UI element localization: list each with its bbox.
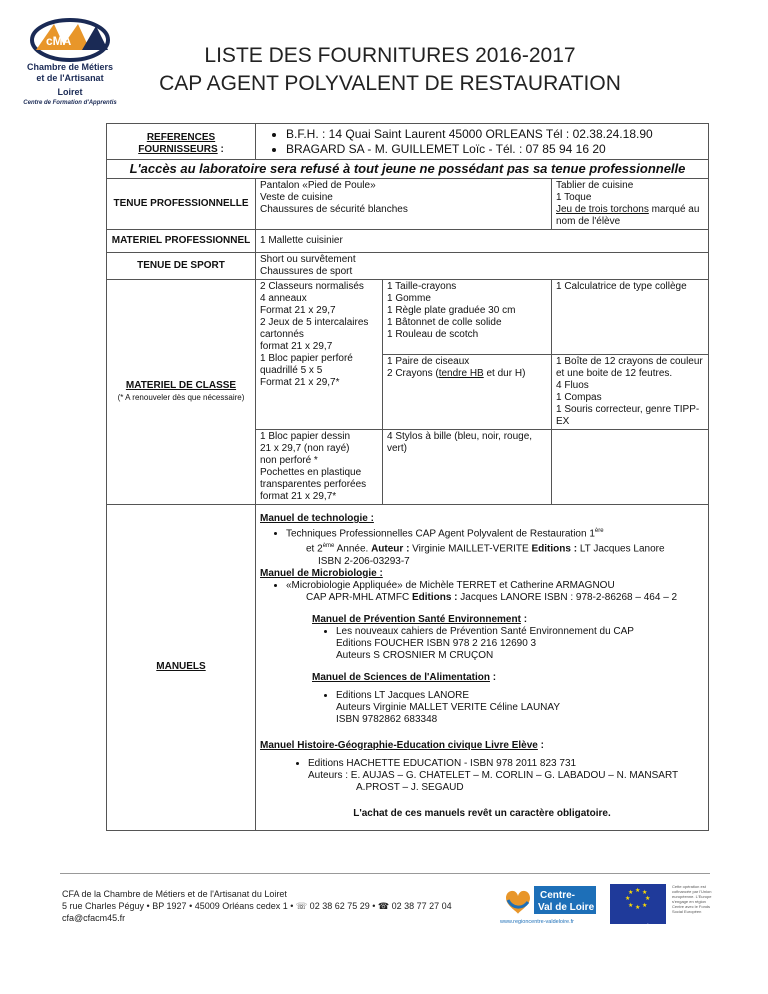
logo-line3: Loiret xyxy=(57,87,83,97)
tenue-sport-row xyxy=(107,253,709,280)
sa-title: Manuel de Sciences de l'Alimentation xyxy=(312,671,490,683)
classe-col1a: 2 Classeurs normalisés 4 anneaux Format 21 x 29,7 2 Jeux de 5 intercalaires cartonnés format 21 x 29,7 1 Bloc papier perforé quadrillé 5 x 5 Format 21 x 29,7* xyxy=(256,280,383,430)
references-list xyxy=(256,124,709,160)
svg-text:★: ★ xyxy=(628,889,634,896)
eu-note: Cette opération est cofinancée par l'Union européenne. L'Europe s'engage en région Centre avec le Fonds Social Européen xyxy=(672,884,712,914)
tenue-pro-col2: Tablier de cuisine 1 Toque Jeu de trois torchons marqué au nom de l'élève xyxy=(552,179,709,230)
tech-item: • Techniques Professionnelles CAP Agent Polyvalent de Restauration 1ère xyxy=(286,525,704,540)
materiel-pro-value: 1 Mallette cuisinier xyxy=(256,230,709,253)
classe-col3b: 1 Boîte de 12 crayons de couleur et une boite de 12 feutres. 4 Fluos 1 Compas 1 Souris correcteur, genre TIPP-EX xyxy=(552,355,709,430)
logo-text xyxy=(16,62,124,109)
hist-item: • Editions HACHETTE EDUCATION - ISBN 978 2011 823 731 xyxy=(308,758,704,770)
classe-col3c xyxy=(552,430,709,505)
logo-line1: Chambre de Métiers xyxy=(26,62,114,72)
materiel-pro-row xyxy=(107,230,709,253)
classe-col2a: 1 Taille-crayons 1 Gomme 1 Règle plate graduée 30 cm 1 Bâtonnet de colle solide 1 Rouleau de scotch xyxy=(383,280,552,355)
obligatoire-note: L'achat de ces manuels revêt un caractère obligatoire. xyxy=(353,807,611,819)
tech-title: Manuel de technologie : xyxy=(260,513,374,524)
micro-item: • «Microbiologie Appliquée» de Michèle TERRET et Catherine ARMAGNOU xyxy=(286,580,704,592)
eu-flag-icon xyxy=(610,884,666,928)
supplier-bfh: • B.F.H. : 14 Quai Saint Laurent 45000 ORLEANS Tél : 02.38.24.18.90 xyxy=(286,128,704,140)
cvl-text2: Val de Loire xyxy=(538,902,595,913)
supplier-bragard: • BRAGARD SA - M. GUILLEMET Loïc - Tél. : 07 85 94 16 20 xyxy=(286,143,704,155)
classe-col1b: 1 Bloc papier dessin 21 x 29,7 (non rayé) non perforé * Pochettes en plastique transparentes perforées format 21 x 29,7* xyxy=(256,430,383,505)
materiel-pro-label: MATERIEL PROFESSIONNEL xyxy=(107,230,256,253)
page-title-line2: CAP AGENT POLYVALENT DE RESTAURATION xyxy=(159,72,621,95)
classe-col2c: 4 Stylos à bille (bleu, noir, rouge, vert) xyxy=(383,430,552,505)
tenue-pro-col1: Pantalon «Pied de Poule» Veste de cuisine Chaussures de sécurité blanches xyxy=(256,179,552,230)
tenue-pro-row xyxy=(107,179,709,230)
tenue-pro-label: TENUE PROFESSIONNELLE xyxy=(107,179,256,230)
manuels-content: Manuel de technologie : • Techniques Professionnelles CAP Agent Polyvalent de Restauration 1ère et 2ème Année. Auteur : Virginie MAILLET-VERITE Editions : LT Jacques Lanore ISBN 2-206-03293-7 Manuel de Microbiologie : • «Microbiologie Appliquée» de Michèle TERRET et Catherine ARMAGNOU CAP APR-MHL ATMFC Editions : Jacques LANORE ISBN : 978-2-86268 – 464 – 2 Manuel de Prévention Santé Environnement : • Les nouveaux cahiers de Prévention Santé Environnement du CAP Editions FOUCHER ISBN 978 2 216 12690 3 Auteurs S CROSNIER M CRUÇON Manuel de Sciences de l'Alimentation : • Editions LT Jacques LANORE Auteurs Virginie MALLET VERITE Céline LAUNAY ISBN 9782862 683348 Manuel Histoire-Géographie-Education civique Livre Elève : • Editions HACHETTE EDUCATION - ISBN 978 2011 823 731 Auteurs : E. AUJAS – G. CHATELET – M. CORLIN – G. LABADOU – N. MANSART A.PROST – J. SEGAUD L'achat de ces manuels revêt un caractère obligatoire. xyxy=(256,505,709,831)
eu-label: UNION EUROPÉENNE xyxy=(614,923,662,928)
logo-initials: cMA xyxy=(46,34,72,48)
svg-text:★: ★ xyxy=(625,895,631,902)
materiel-classe-row xyxy=(107,280,709,355)
pse-item: • Les nouveaux cahiers de Prévention Santé Environnement du CAP xyxy=(336,626,704,638)
logo-line4: Centre de Formation d'Apprentis xyxy=(23,100,117,106)
svg-text:★: ★ xyxy=(635,887,641,894)
micro-title: Manuel de Microbiologie : xyxy=(260,567,383,579)
sa-item: • Editions LT Jacques LANORE xyxy=(336,690,704,702)
cvl-text1: Centre- xyxy=(540,890,576,901)
page-title-line1: LISTE DES FOURNITURES 2016-2017 xyxy=(204,44,576,67)
footer-address: CFA de la Chambre de Métiers et de l'Artisanat du Loiret 5 rue Charles Péguy • BP 1927 • 45009 Orléans cedex 1 • ☏ 02 38 62 75 29 • ☎ 02 38 77 27 04 cfa@cfacm45.fr xyxy=(62,889,452,923)
manuels-row xyxy=(107,505,709,831)
svg-text:★: ★ xyxy=(642,889,648,896)
supplies-table xyxy=(106,123,709,831)
svg-text:★: ★ xyxy=(645,895,651,902)
cvl-url: www.regioncentre-valdeloire.fr xyxy=(500,919,574,925)
svg-text:★: ★ xyxy=(642,902,648,909)
classe-col3a: 1 Calculatrice de type collège xyxy=(552,280,709,355)
footer-divider xyxy=(60,873,710,874)
references-row xyxy=(107,124,709,160)
materiel-classe-label: MATERIEL DE CLASSE (* A renouveler dès que nécessaire) xyxy=(107,280,256,505)
logo-line2: et de l'Artisanat xyxy=(36,73,104,83)
hist-title: Manuel Histoire-Géographie-Education civique Livre Elève xyxy=(260,739,538,751)
tenue-sport-value: Short ou survêtement Chaussures de sport xyxy=(256,253,709,280)
pse-title: Manuel de Prévention Santé Environnement xyxy=(312,613,521,625)
tenue-sport-label: TENUE DE SPORT xyxy=(107,253,256,280)
manuels-label: MANUELS xyxy=(107,505,256,831)
references-label: REFERENCES FOURNISSEURS : xyxy=(107,124,256,160)
svg-text:★: ★ xyxy=(628,902,634,909)
svg-text:★: ★ xyxy=(635,904,641,911)
lab-access-warning: L'accès au laboratoire sera refusé à tout jeune ne possédant pas sa tenue professionnelle xyxy=(107,160,709,179)
region-centre-logo xyxy=(500,884,598,926)
classe-col2b: 1 Paire de ciseaux 2 Crayons (tendre HB et dur H) xyxy=(383,355,552,430)
